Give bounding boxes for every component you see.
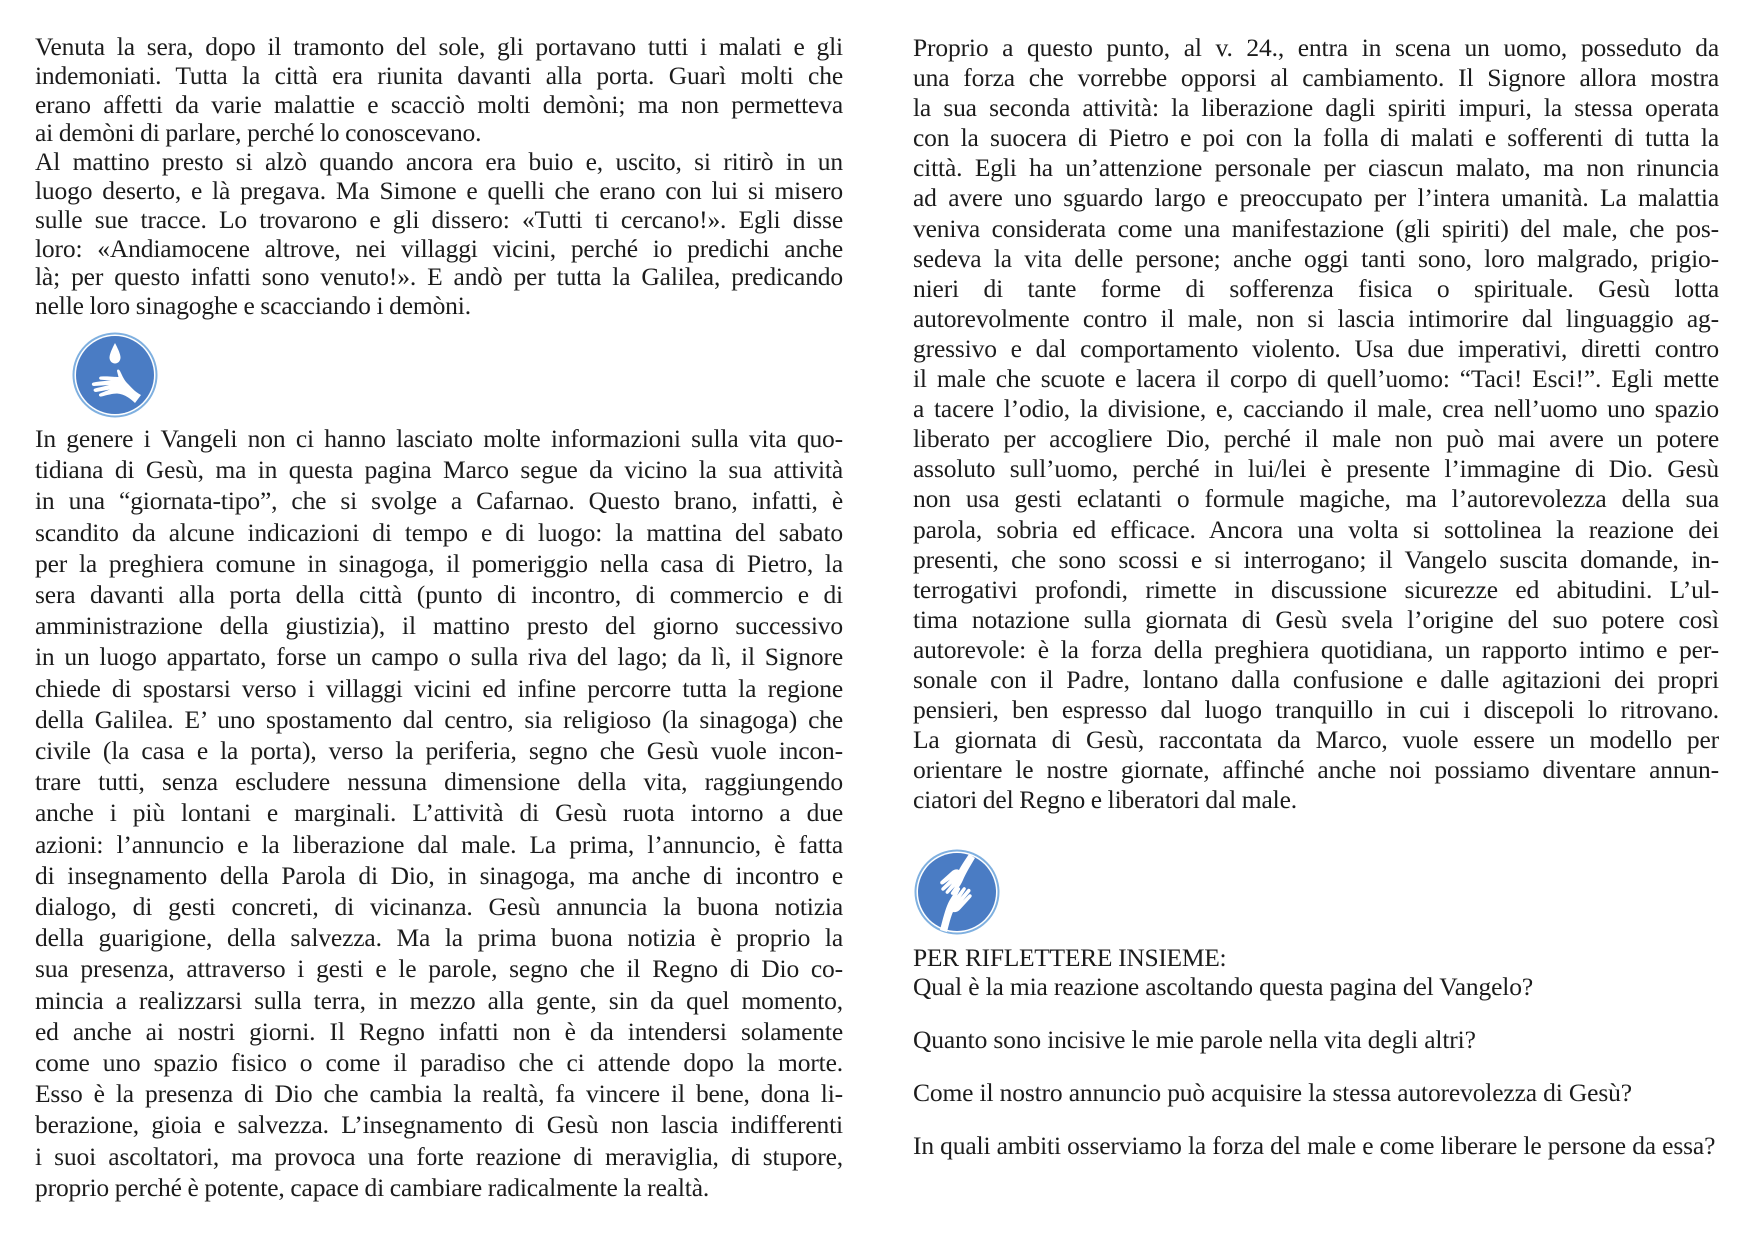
text-line: scandito da alcune indicazioni di tempo e di luogo: la mattina del sabato [35, 517, 843, 547]
reflection-question: Qual è la mia reazione ascoltando questa pagina del Vangelo? [913, 972, 1533, 1001]
text-line: tima notazione sulla giornata di Gesù svela l’origine del suo potere così [913, 604, 1719, 634]
text-line: in una “giornata-tipo”, che si svolge a Cafarnao. Questo brano, infatti, è [35, 486, 843, 516]
text-line: sulle sue tracce. Lo trovarono e gli dissero: «Tutti ti cercano!». Egli disse [35, 204, 843, 234]
text-line: con la suocera di Pietro e poi con la folla di malati e sofferenti di tutta la [913, 123, 1719, 153]
text-line: veniva considerata come una manifestazione (gli spiriti) del male, che pos- [913, 213, 1719, 243]
text-line: Proprio a questo punto, al v. 24., entra in scena un uomo, posseduto da [913, 33, 1719, 62]
text-line: come uno spazio fisico o come il paradiso che ci attende dopo la morte. [35, 1048, 843, 1078]
text-line: liberato per accogliere Dio, perché il male non può mai avere un potere [913, 424, 1719, 454]
text-line: ciatori del Regno e liberatori dal male. [913, 785, 1297, 815]
reflection-heading: PER RIFLETTERE INSIEME: [913, 943, 1227, 972]
text-line: una forza che vorrebbe opporsi al cambiamento. Il Signore allora mostra [913, 63, 1719, 93]
text-line: in un luogo appartato, forse un campo o sulla riva del lago; da lì, il Signore [35, 642, 843, 672]
reflection-question: In quali ambiti osserviamo la forza del male e come liberare le persone da essa? [913, 1131, 1716, 1160]
text-line: a tacere l’odio, la divisione, e, cacciando il male, crea nell’uomo uno spazio [913, 394, 1719, 424]
text-line: gressivo e dal comportamento violento. Usa due imperativi, diretti contro [913, 333, 1719, 363]
commentary-left [35, 423, 843, 1203]
text-line: anche i più lontani e marginali. L’attività di Gesù ruota intorno a due [35, 798, 843, 828]
hand-with-drop-icon [71, 331, 159, 419]
text-line: orientare le nostre giornate, affinché anche noi possiamo diventare annun- [913, 755, 1719, 785]
text-line: ad avere uno sguardo largo e preoccupato per l’intera umanità. La malattia [913, 183, 1719, 213]
text-line: mincia a realizzarsi sulla terra, in mezzo alla gente, sin da quel momento, [35, 985, 843, 1015]
text-line: trare tutti, senza escludere nessuna dimensione della vita, raggiungendo [35, 767, 843, 797]
text-line: chiede di spostarsi verso i villaggi vicini ed infine percorre tutta la regione [35, 673, 843, 703]
text-line: non usa gesti eclatanti o formule magiche, ma l’autorevolezza della sua [913, 484, 1719, 514]
text-line: In genere i Vangeli non ci hanno lasciato molte informazioni sulla vita quo- [35, 424, 843, 453]
text-line: città. Egli ha un’attenzione personale per ciascun malato, ma non rinuncia [913, 153, 1719, 183]
text-line: la sua seconda attività: la liberazione dagli spiriti impuri, la stessa operata [913, 93, 1719, 123]
text-line: autorevole: è la forza della preghiera quotidiana, un rapporto intimo e per- [913, 634, 1719, 664]
text-line: proprio perché è potente, capace di cambiare radicalmente la realtà. [35, 1172, 710, 1202]
text-line: sonale con il Padre, lontano dalla confusione e dalle agitazioni dei propri [913, 664, 1719, 694]
text-line: il male che scuote e lacera il corpo di quell’uomo: “Taci! Esci!”. Egli mette [913, 364, 1719, 394]
reflection-section [913, 943, 1719, 1184]
text-line: Esso è la presenza di Dio che cambia la realtà, fa vincere il bene, dona li- [35, 1079, 843, 1109]
text-line: terrogativi profondi, rimette in discussione sicurezze ed abitudini. L’ul- [913, 574, 1719, 604]
text-line: Venuta la sera, dopo il tramonto del sole, gli portavano tutti i malati e gli [35, 32, 843, 61]
text-line: sera davanti alla porta della città (punto di incontro, di commercio e di [35, 580, 843, 610]
reflection-questions [913, 972, 1719, 1160]
commentary-right [913, 33, 1719, 815]
text-line: là; per questo infatti sono venuto!». E andò per tutta la Galilea, predicando [35, 262, 843, 292]
text-line: berazione, gioia e salvezza. L’insegnamento di Gesù non lascia indifferenti [35, 1110, 843, 1140]
text-line: assoluto sull’uomo, perché in lui/lei è presente l’immagine di Dio. Gesù [913, 454, 1719, 484]
text-line: autorevolmente contro il male, non si lascia intimorire dal linguaggio ag- [913, 303, 1719, 333]
text-line: loro: «Andiamocene altrove, nei villaggi vicini, perché io predichi anche [35, 233, 843, 263]
text-line: Al mattino presto si alzò quando ancora era buio e, uscito, si ritirò in un [35, 147, 843, 177]
text-line: erano affetti da varie malattie e scacciò molti demòni; ma non permetteva [35, 89, 843, 119]
text-line: per la preghiera comune in sinagoga, il pomeriggio nella casa di Pietro, la [35, 548, 843, 578]
text-line: ai demòni di parlare, perché lo conoscevano. [35, 118, 482, 148]
text-line: parola, sobria ed efficace. Ancora una volta si sottolinea la reazione dei [913, 514, 1719, 544]
text-line: di insegnamento della Parola di Dio, in sinagoga, ma anche di incontro e [35, 860, 843, 890]
text-line: pensieri, ben espresso dal luogo tranquillo in cui i discepoli lo ritrovano. [913, 695, 1719, 725]
text-line: tidiana di Gesù, ma in questa pagina Marco segue da vicino la sua attività [35, 455, 843, 485]
text-line: nieri di tante forme di sofferenza fisica o spirituale. Gesù lotta [913, 273, 1719, 303]
text-line: La giornata di Gesù, raccontata da Marco, vuole essere un modello per [913, 725, 1719, 755]
gospel-passage [35, 33, 843, 321]
text-line: luogo deserto, e là pregava. Ma Simone e quelli che erano con lui si misero [35, 175, 843, 205]
reflection-question: Quanto sono incisive le mie parole nella vita degli altri? [913, 1025, 1476, 1054]
reflection-question: Come il nostro annuncio può acquisire la stessa autorevolezza di Gesù? [913, 1078, 1632, 1107]
text-line: i suoi ascoltatori, ma provoca una forte reazione di meraviglia, di stupore, [35, 1141, 843, 1171]
text-line: presenti, che sono scossi e si interrogano; il Vangelo suscita domande, in- [913, 544, 1719, 574]
text-line: sua presenza, attraverso i gesti e le parole, segno che il Regno di Dio co- [35, 954, 843, 984]
text-line: azioni: l’annuncio e la liberazione dal male. La prima, l’annuncio, è fatta [35, 829, 843, 859]
text-line: nelle loro sinagoghe e scacciando i demòni. [35, 291, 471, 321]
text-line: dialogo, di gesti concreti, di vicinanza. Gesù annuncia la buona notizia [35, 892, 843, 922]
text-line: sedeva la vita delle persone; anche oggi tanti sono, loro malgrado, prigio- [913, 243, 1719, 273]
text-line: civile (la casa e la porta), verso la periferia, segno che Gesù vuole incon- [35, 736, 843, 766]
text-line: ed anche ai nostri giorni. Il Regno infatti non è da intendersi solamente [35, 1016, 843, 1046]
text-line: amministrazione della giustizia), il mattino presto del giorno successivo [35, 611, 843, 641]
helping-hands-icon [913, 848, 1001, 936]
text-line: della Galilea. E’ uno spostamento dal centro, sia religioso (la sinagoga) che [35, 704, 843, 734]
text-line: indemoniati. Tutta la città era riunita davanti alla porta. Guarì molti che [35, 60, 843, 90]
text-line: della guarigione, della salvezza. Ma la prima buona notizia è proprio la [35, 923, 843, 953]
